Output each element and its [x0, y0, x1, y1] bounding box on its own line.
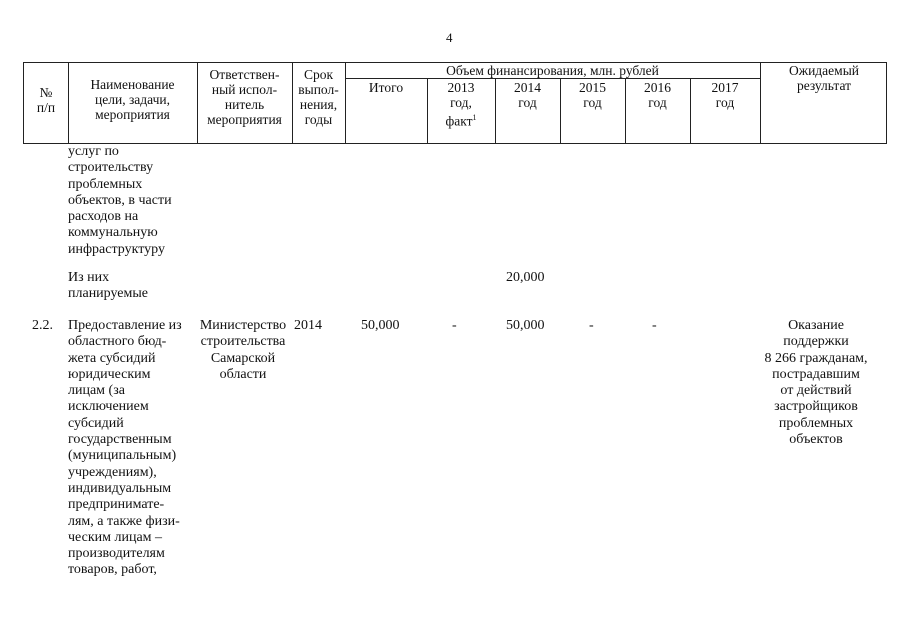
r22-responsible: Министерство строительства Самарской области	[199, 318, 287, 382]
table-header	[23, 62, 887, 144]
header-funding-group: Объем финансирования, млн. рублей	[446, 63, 659, 78]
header-responsible: Ответствен- ный испол- нитель мероприятия	[207, 67, 282, 127]
header-result: Ожидаемый результат	[789, 63, 859, 93]
r22-2015: -	[589, 318, 594, 333]
header-num: № п/п	[36, 85, 56, 115]
header-2017: 2017 год	[711, 80, 739, 110]
header-2016: 2016 год	[644, 80, 671, 110]
header-name: Наименование цели, задачи, мероприятия	[90, 77, 175, 122]
header-2015: 2015 год	[579, 80, 606, 110]
r22-2016: -	[652, 318, 657, 333]
header-total: Итого	[368, 80, 404, 95]
page-number: 4	[446, 30, 453, 45]
header-term: Срок выпол- нения, годы	[298, 67, 339, 127]
row-divider	[345, 78, 760, 79]
header-2013: 2013 год, факт$^1$	[445, 80, 477, 129]
footnote-mark: 1	[472, 113, 477, 122]
r22-2014: 50,000	[506, 318, 545, 333]
r22-name: Предоставление из областного бюд- жета субсидий юридическим лицам (за исключением субсидий государственным (муниципальным) учреждениям), индивидуальным предпринимате- лям, а также физи- ческим лицам – производителям товаров, работ,	[68, 318, 182, 578]
header-2014: 2014 год	[514, 80, 541, 110]
r22-2013: -	[452, 318, 457, 333]
r22-total: 50,000	[361, 318, 400, 333]
cont-name: услуг по строительству проблемных объектов, в части расходов на коммунальную инфраструктуру	[68, 144, 172, 257]
planned-name: Из них планируемые	[68, 270, 149, 302]
r22-num: 2.2.	[32, 318, 53, 333]
r22-term: 2014	[294, 318, 322, 333]
r22-result: Оказание поддержки 8 266 гражданам, пострадавшим от действий застройщиков проблемных объектов	[764, 318, 868, 448]
planned-2014: 20,000	[506, 270, 545, 285]
